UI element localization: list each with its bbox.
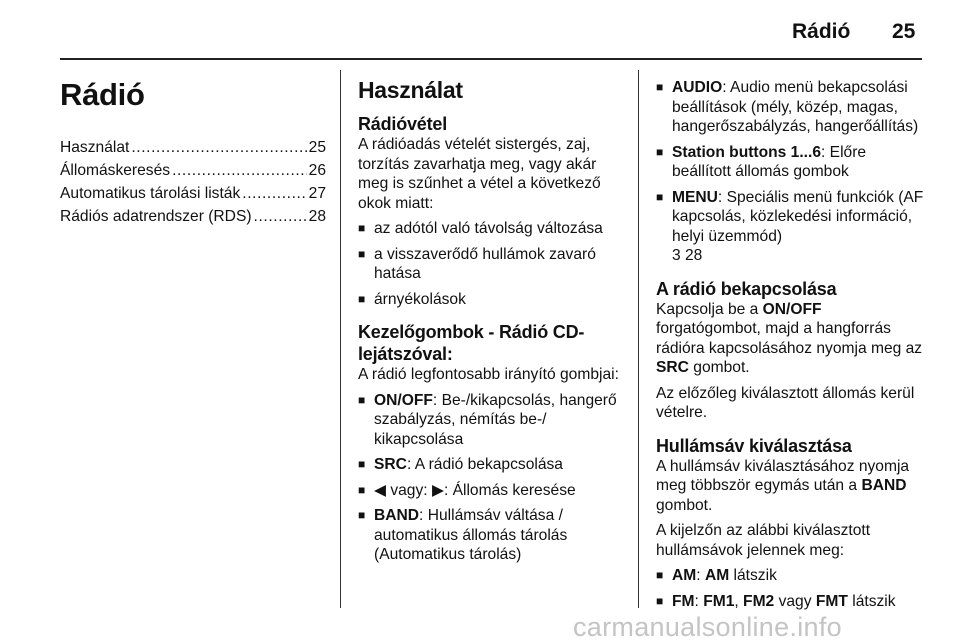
toc-label: Rádiós adatrendszer (RDS) (60, 208, 252, 225)
column-divider-2 (638, 70, 639, 608)
watermark: carmanualsonline.info (573, 612, 842, 642)
list-item: ■ az adótól való távolság változása (358, 219, 626, 239)
toc-label: Állomáskeresés (60, 162, 171, 179)
item-text: : Hullámsáv váltása / automatikus állomás tárolás (Automatikus tárolás) (374, 507, 568, 563)
column-divider-1 (340, 70, 341, 608)
text-run: A hullámsáv kiválasztásához nyomja meg többször egymás után a (656, 457, 910, 494)
toc-page: 25 (308, 139, 326, 156)
text-run: Kapcsolja be a (656, 300, 763, 318)
text-run: gombot. (688, 359, 750, 376)
column-usage (358, 70, 626, 571)
page-reference[interactable]: 3 28 (672, 247, 703, 264)
text-run: vagy (774, 592, 816, 610)
controls-list-cont (656, 78, 926, 266)
item-text: : Speciális menü funkciók (AF kapcsolás, közlekedési információ, helyi üzemmód) (672, 188, 924, 245)
column-toc (60, 70, 326, 230)
key-label: AM (704, 567, 730, 584)
subheading-band-select: Hullámsáv kiválasztása (656, 435, 852, 456)
page-number: 25 (892, 20, 916, 43)
text-run: látszik (729, 567, 777, 584)
list-item (358, 506, 626, 565)
controls-list (358, 391, 626, 565)
key-label: BAND (374, 507, 420, 524)
toc-page: 26 (308, 162, 326, 179)
key-label: Station buttons 1...6 (672, 143, 822, 161)
previous-station-paragraph: Az előzőleg kiválasztott állomás kerül vételre. (656, 384, 915, 421)
list-item (656, 143, 926, 182)
key-label: MENU (672, 188, 718, 206)
toc-entry[interactable] (60, 161, 326, 181)
text-run: gombot. (656, 496, 713, 514)
band-paragraph (656, 457, 926, 516)
column-controls-cont (656, 70, 926, 617)
section-heading: Használat (358, 77, 463, 103)
text-run: forgatógombot, majd a hangforrás rádióra kapcsolásához nyomja meg az (656, 320, 923, 357)
text-run: , (734, 592, 744, 610)
toc-leader (172, 161, 307, 181)
list-item (358, 481, 626, 501)
band-list (656, 566, 926, 611)
key-label: FM (672, 592, 695, 610)
key-label: BAND (861, 477, 907, 494)
item-text: : Be-/kikapcsolás, hangerő szabályzás, némítás be-/ kikapcsolása (374, 391, 617, 448)
key-label: FMT (815, 592, 848, 610)
toc-leader (254, 207, 307, 227)
key-label: SRC (656, 359, 689, 376)
toc-leader (242, 184, 306, 204)
header-rule (60, 58, 922, 60)
subheading-turn-on: A rádió bekapcsolása (656, 278, 837, 299)
text-run: látszik (847, 592, 896, 610)
list-item (358, 391, 626, 450)
key-label: FM1 (703, 592, 735, 610)
key-label: AM (672, 567, 697, 584)
key-label: AUDIO (672, 79, 723, 96)
seek-left-icon: ◀ (374, 481, 386, 499)
text-run: : (696, 567, 705, 584)
item-text: : Audio menü bekapcsolási beállítások (mély, közép, magas, hangerőszabályzás, hangerőállítás) (672, 79, 919, 135)
toc-label: Automatikus tárolási listák (60, 185, 241, 202)
toc-leader (131, 138, 306, 158)
chapter-title: Rádió (60, 77, 145, 112)
list-item (358, 455, 626, 475)
toc-page: 28 (308, 208, 326, 225)
controls-paragraph: A rádió legfontosabb irányító gombjai: (358, 366, 619, 383)
turn-on-paragraph (656, 300, 926, 378)
list-item (656, 188, 926, 266)
toc-entry[interactable] (60, 184, 326, 204)
key-label: ON/OFF (374, 391, 433, 409)
reception-causes-list (358, 219, 626, 309)
list-item: ■ árnyékolások (358, 290, 626, 310)
item-text: vagy: (386, 481, 432, 499)
toc-label: Használat (60, 139, 130, 156)
item-text: : Állomás keresése (443, 481, 576, 499)
list-item: ■ a visszaverődő hullámok zavaró hatása (358, 245, 626, 284)
key-label: FM2 (743, 592, 775, 610)
list-item (656, 78, 926, 137)
reception-paragraph: A rádióadás vételét sistergés, zaj, torzítás zavarhatja meg, vagy akár meg is szűnhet a vétel a következő okok miatt: (358, 136, 601, 212)
list-item (656, 592, 926, 612)
item-text: : A rádió bekapcsolása (406, 456, 563, 473)
toc-page: 27 (308, 185, 326, 202)
subheading-controls: Kezelőgombok - Rádió CD-lejátszóval: (358, 322, 585, 364)
subheading-reception: Rádióvétel (358, 114, 448, 134)
item-text: : Előre beállított állomás gombok (672, 143, 867, 180)
seek-right-icon: ▶ (431, 481, 444, 499)
key-label: SRC (374, 456, 407, 473)
toc-entry[interactable] (60, 138, 326, 158)
key-label: ON/OFF (762, 300, 822, 318)
display-paragraph: A kijelzőn az alábbi kiválasztott hullámsávok jelennek meg: (656, 522, 871, 559)
list-item (656, 566, 926, 586)
running-header-title: Rádió (792, 20, 851, 43)
text-run: : (694, 592, 704, 610)
toc-entry[interactable] (60, 207, 326, 227)
